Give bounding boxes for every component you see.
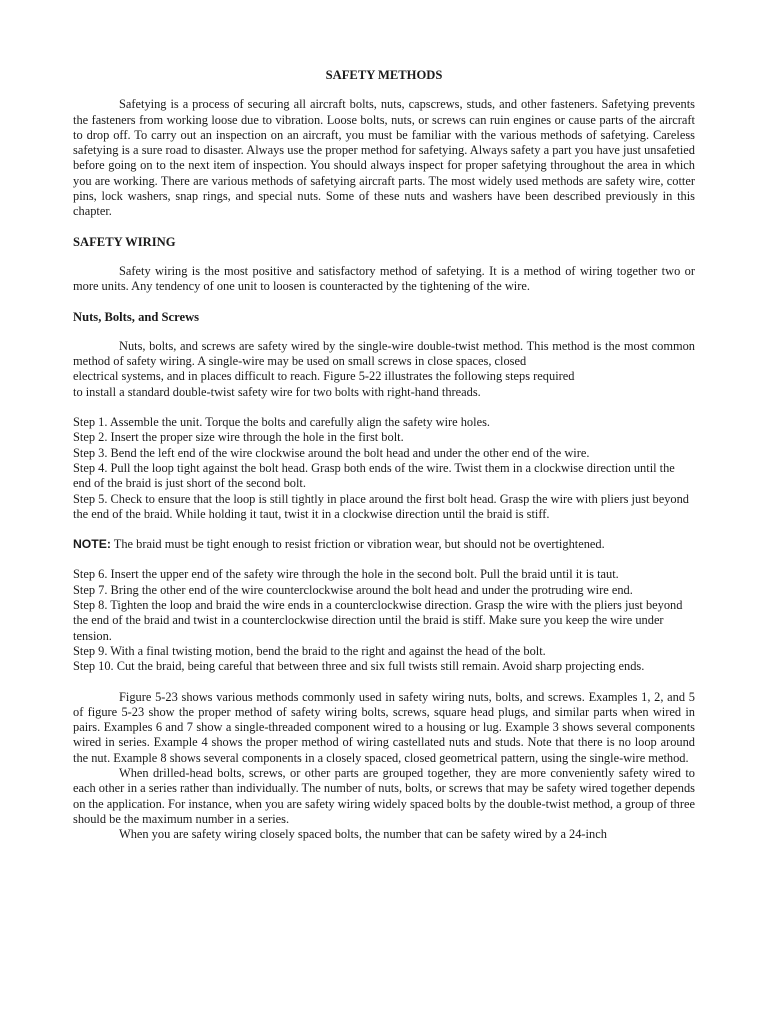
step-item: Step 10. Cut the braid, being careful that between three and six full twists still remain. Avoid sharp projecting ends. — [73, 659, 645, 674]
note-label: NOTE: — [73, 537, 111, 552]
step-item: Step 9. With a final twisting motion, bend the braid to the right and against the head of the bolt. — [73, 643, 546, 658]
step-item: Step 5. Check to ensure that the loop is still tightly in place around the first bolt head. Grasp the wire with pliers just beyond the end of the braid. While holding it taut, twist it in a clockwise direction until the braid is stiff. — [73, 491, 689, 521]
nuts-bolts-paragraph — [73, 339, 695, 400]
closing-paragraph-figure: Figure 5-23 shows various methods commonly used in safety wiring nuts, bolts, and screws. Examples 1, 2, and 5 of figure 5-23 show the proper method of safety wiring bolts, screws, square head plugs, and similar parts when wired in pairs. Examples 6 and 7 show a single-threaded component wired to a housing or lug. Example 3 shows several components wired in series. Example 4 shows the proper method of wiring castellated nuts and studs. Note that there is no loop around the nut. Example 8 shows several components in a closely spaced, closed geometrical pattern, using the single-wire method. — [73, 689, 695, 765]
safety-wiring-paragraph: Safety wiring is the most positive and satisfactory method of safetying. It is a method of wiring together two or more units. Any tendency of one unit to loosen is counteracted by the tightening of the wire. — [73, 263, 695, 294]
note-paragraph — [73, 537, 695, 552]
steps-list-a — [73, 415, 695, 522]
page-title: SAFETY METHODS — [325, 68, 443, 82]
step-item: Step 8. Tighten the loop and braid the wire ends in a counterclockwise direction. Grasp the wire with the pliers just beyond the end of the braid and twist in a counterclockwise direction until the braid is stiff. Make sure you keep the wire under tension. — [73, 598, 683, 643]
section-heading-safety-wiring: SAFETY WIRING — [73, 234, 176, 249]
paragraph-line: to install a standard double-twist safety wire for two bolts with right-hand threads. — [73, 384, 481, 399]
steps-list-b — [73, 567, 695, 674]
closing-paragraph-closely-spaced: When you are safety wiring closely spaced bolts, the number that can be safety wired by a 24-inch — [119, 827, 607, 842]
paragraph-line: Nuts, bolts, and screws are safety wired by the single-wire double-twist method. This method is the most common method of safety wiring. A single-wire may be used on small screws in close spaces, closed — [73, 338, 695, 369]
note-text: The braid must be tight enough to resist friction or vibration wear, but should not be overtightened. — [110, 537, 605, 552]
step-item: Step 2. Insert the proper size wire through the hole in the first bolt. — [73, 430, 404, 445]
step-item: Step 1. Assemble the unit. Torque the bolts and carefully align the safety wire holes. — [73, 415, 490, 430]
step-item: Step 4. Pull the loop tight against the bolt head. Grasp both ends of the wire. Twist them in a clockwise direction until the end of the braid is just short of the second bolt. — [73, 460, 675, 491]
section-heading-nuts-bolts-screws: Nuts, Bolts, and Screws — [73, 309, 200, 324]
step-item: Step 6. Insert the upper end of the safety wire through the hole in the second bolt. Pull the braid until it is taut. — [73, 567, 619, 582]
step-item: Step 7. Bring the other end of the wire counterclockwise around the bolt head and under the protruding wire end. — [73, 582, 633, 597]
paragraph-line: electrical systems, and in places difficult to reach. Figure 5-22 illustrates the following steps required — [73, 369, 575, 384]
intro-paragraph: Safetying is a process of securing all aircraft bolts, nuts, capscrews, studs, and other fasteners. Safetying prevents the fasteners from working loose due to vibration. Loose bolts, nuts, or screws can ruin engines or cause parts of the aircraft to drop off. To carry out an inspection on an aircraft, you must be familiar with the various methods of safetying. Careless safetying is a sure road to disaster. Always use the proper method for safetying. Always safety a part you have just unsafetied before going on to the next item of inspection. You should always inspect for proper safetying throughout the area in which you are working. There are various methods of safetying aircraft parts. The most widely used methods are safety wire, cotter pins, lock washers, snap rings, and special nuts. Some of these nuts and washers have been described previously in this chapter. — [73, 97, 695, 219]
step-item: Step 3. Bend the left end of the wire clockwise around the bolt head and under the other end of the wire. — [73, 445, 590, 460]
closing-paragraph-grouped: When drilled-head bolts, screws, or other parts are grouped together, they are more conveniently safety wired to each other in a series rather than individually. The number of nuts, bolts, or screws that may be safety wired together depends on the application. For instance, when you are safety wiring widely spaced bolts by the double-twist method, a group of three should be the maximum number in a series. — [73, 765, 695, 826]
